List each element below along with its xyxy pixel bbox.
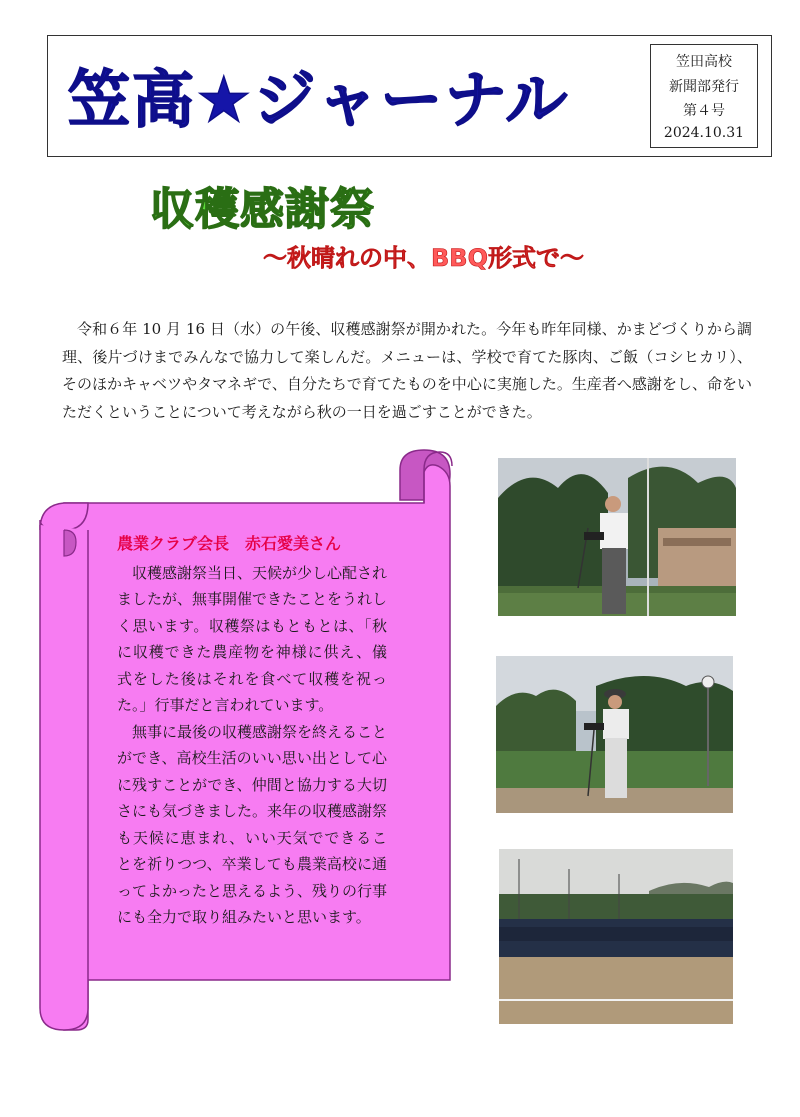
headline: 収穫感謝祭	[150, 184, 375, 235]
interview-paragraph-2: 無事に最後の収穫感謝祭を終えることができ、高校生活のいい思い出として心に残すことができ、仲間と協力する大切さにも気づきました。来年の収穫感謝祭も天候に恵まれ、いい天気でできることを祈りつつ、卒業しても農業高校に通ってよかったと思えるよう、残りの行事にも全力で取り組みたいと思います。	[117, 722, 388, 926]
interview-heading: 農業クラブ会長 赤石愛美さん	[117, 534, 342, 553]
interview-paragraph-1: 収穫感謝祭当日、天候が少し心配されましたが、無事開催できたことをうれしく思います。収穫祭はもともとは、「秋に収穫できた農産物を神様に供え、儀式をした後はそれを食べて収穫を祝った。」行事だと言われています。	[117, 563, 388, 714]
article-body: 令和６年 10 月 16 日（水）の午後、収穫感謝祭が開かれた。今年も昨年同様、かまどづくりから調理、後片づけまでみんなで協力して楽しんだ。メニューは、学校で育てた豚肉、ご飯（コシヒカリ）、そのほかキャベツやタマネギで、自分たちで育てたものを中心に実施した。生産者へ感謝をし、命をいただくということについて考えながら秋の一日を過ごすことができた。	[62, 320, 752, 421]
photo-speaker-2	[496, 656, 733, 813]
issue-date: 2024.10.31	[663, 124, 745, 141]
school-name: 笠田高校	[676, 54, 732, 71]
newspaper-title: 笠高★ジャーナル	[68, 63, 570, 136]
publisher: 新聞部発行	[669, 78, 739, 95]
subheadline: ～秋晴れの中、BBQ形式で～	[263, 244, 584, 272]
interview-text	[117, 531, 387, 931]
photo-students	[499, 849, 733, 1024]
photo-speaker-1	[498, 458, 736, 616]
issue-number: 第４号	[683, 103, 725, 120]
